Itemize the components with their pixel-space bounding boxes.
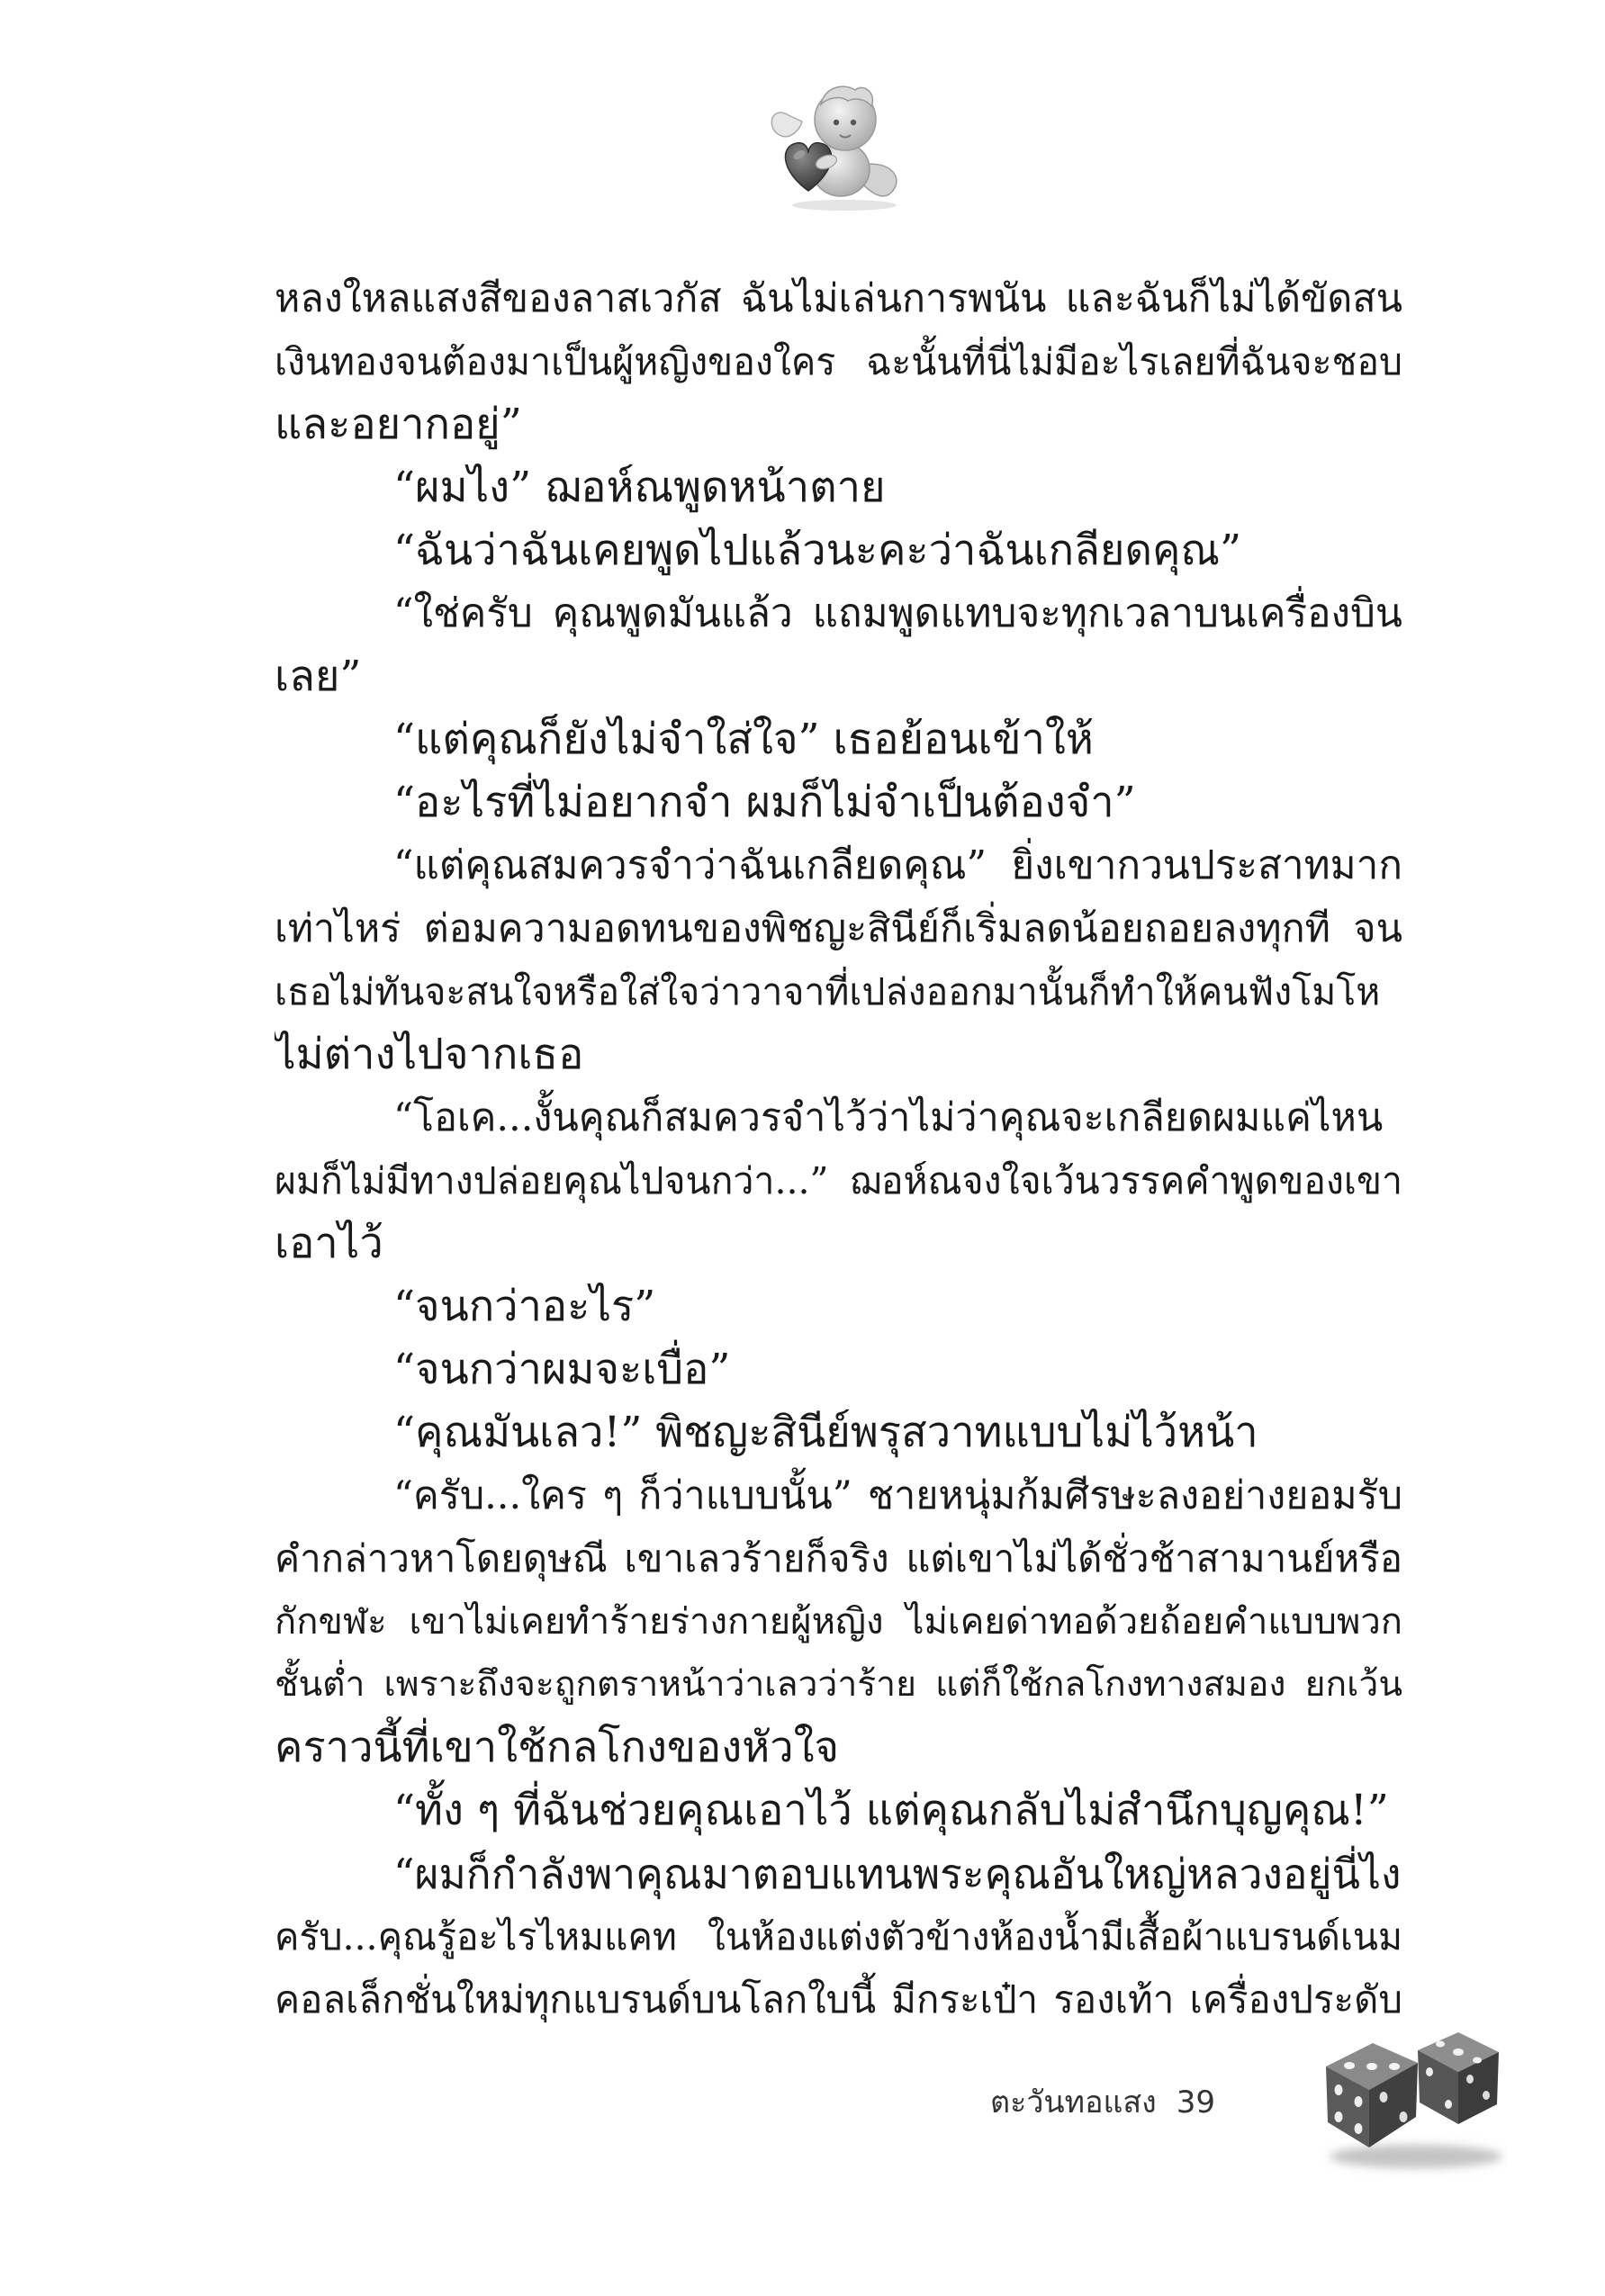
- text-line: เท่าไหร่ ต่อมความอดทนของพิชญะสินีย์ก็เริ่มลดน้อยถอยลงทุกที จน: [275, 906, 1402, 951]
- text-line: คำกล่าวหาโดยดุษณี เขาเลวร้ายก็จริง แต่เขาไม่ได้ชั่วช้าสามานย์หรือ: [275, 1536, 1402, 1580]
- text-line: “ผมไง” ฌอห์ณพูดหน้าตาย: [393, 463, 886, 512]
- cupid-with-heart-icon: [754, 79, 912, 214]
- text-line: “แต่คุณก็ยังไม่จำใส่ใจ” เธอย้อนเข้าให้: [393, 715, 1094, 764]
- text-line: หลงใหลแสงสีของลาสเวกัส ฉันไม่เล่นการพนัน และฉันก็ไม่ได้ขัดสน: [275, 276, 1402, 321]
- text-line: กักขฬะ เขาไม่เคยทำร้ายร่างกายผู้หญิง ไม่เคยด่าทอด้วยถ้อยคำแบบพวก: [275, 1601, 1402, 1643]
- text-line: ผมก็ไม่มีทางปล่อยคุณไปจนกว่า...” ฌอห์ณจงใจเว้นวรรคคำพูดของเขา: [275, 1159, 1402, 1202]
- text-line: “ผมก็กำลังพาคุณมาตอบแทนพระคุณอันใหญ่หลวงอยู่นี่ไง: [393, 1850, 1402, 1898]
- body-text: [275, 267, 1402, 2031]
- text-line: “ครับ...ใคร ๆ ก็ว่าแบบนั้น” ชายหนุ่มก้มศีรษะลงอย่างยอมรับ: [393, 1473, 1402, 1518]
- text-line: “แต่คุณสมควรจำว่าฉันเกลียดคุณ” ยิ่งเขากวนประสาทมาก: [393, 842, 1402, 888]
- text-line: “จนกว่าผมจะเบื่อ”: [393, 1345, 731, 1394]
- text-line: “คุณมันเลว!” พิชญะสินีย์พรุสวาทแบบไม่ไว้หน้า: [393, 1408, 1258, 1457]
- running-footer: [990, 2077, 1215, 2128]
- text-line: “จนกว่าอะไร”: [393, 1282, 656, 1331]
- text-line: คราวนี้ที่เขาใช้กลโกงของหัวใจ: [275, 1723, 840, 1772]
- text-line: “ใช่ครับ คุณพูดมันแล้ว แถมพูดแทบจะทุกเวลาบนเครื่องบิน: [393, 590, 1402, 636]
- dice-icon: [1310, 2014, 1508, 2176]
- text-line: “ทั้ง ๆ ที่ฉันช่วยคุณเอาไว้ แต่คุณกลับไม่สำนึกบุญคุณ!”: [393, 1786, 1389, 1835]
- text-line: คอลเล็กชั่นใหม่ทุกแบรนด์บนโลกใบนี้ มีกระเป๋า รองเท้า เครื่องประดับ: [275, 1977, 1402, 2021]
- text-line: เลย”: [275, 652, 362, 701]
- text-line: เอาไว้: [275, 1219, 383, 1268]
- page-number: 39: [1176, 2084, 1216, 2120]
- book-title: ตะวันทอแสง: [990, 2084, 1157, 2120]
- text-line: ไม่ต่างไปจากเธอ: [275, 1030, 584, 1079]
- text-line: ครับ...คุณรู้อะไรไหมแคท ในห้องแต่งตัวข้างห้องน้ำมีเสื้อผ้าแบรนด์เนม: [275, 1915, 1402, 1958]
- text-line: เธอไม่ทันจะสนใจหรือใส่ใจว่าวาจาที่เปล่งออกมานั้นก็ทำให้คนฟังโมโห: [275, 970, 1381, 1013]
- text-line: “โอเค...งั้นคุณก็สมควรจำไว้ว่าไม่ว่าคุณจะเกลียดผมแค่ไหน: [393, 1095, 1384, 1140]
- text-line: “อะไรที่ไม่อยากจำ ผมก็ไม่จำเป็นต้องจำ”: [393, 778, 1136, 827]
- text-line: ชั้นต่ำ เพราะถึงจะถูกตราหน้าว่าเลวว่าร้าย แต่ก็ใช้กลโกงทางสมอง ยกเว้น: [275, 1664, 1402, 1705]
- text-line: เงินทองจนต้องมาเป็นผู้หญิงของใคร ฉะนั้นที่นี่ไม่มีอะไรเลยที่ฉันจะชอบ: [275, 340, 1402, 383]
- text-line: “ฉันว่าฉันเคยพูดไปแล้วนะคะว่าฉันเกลียดคุณ”: [393, 526, 1242, 575]
- text-line: และอยากอยู่”: [275, 400, 522, 449]
